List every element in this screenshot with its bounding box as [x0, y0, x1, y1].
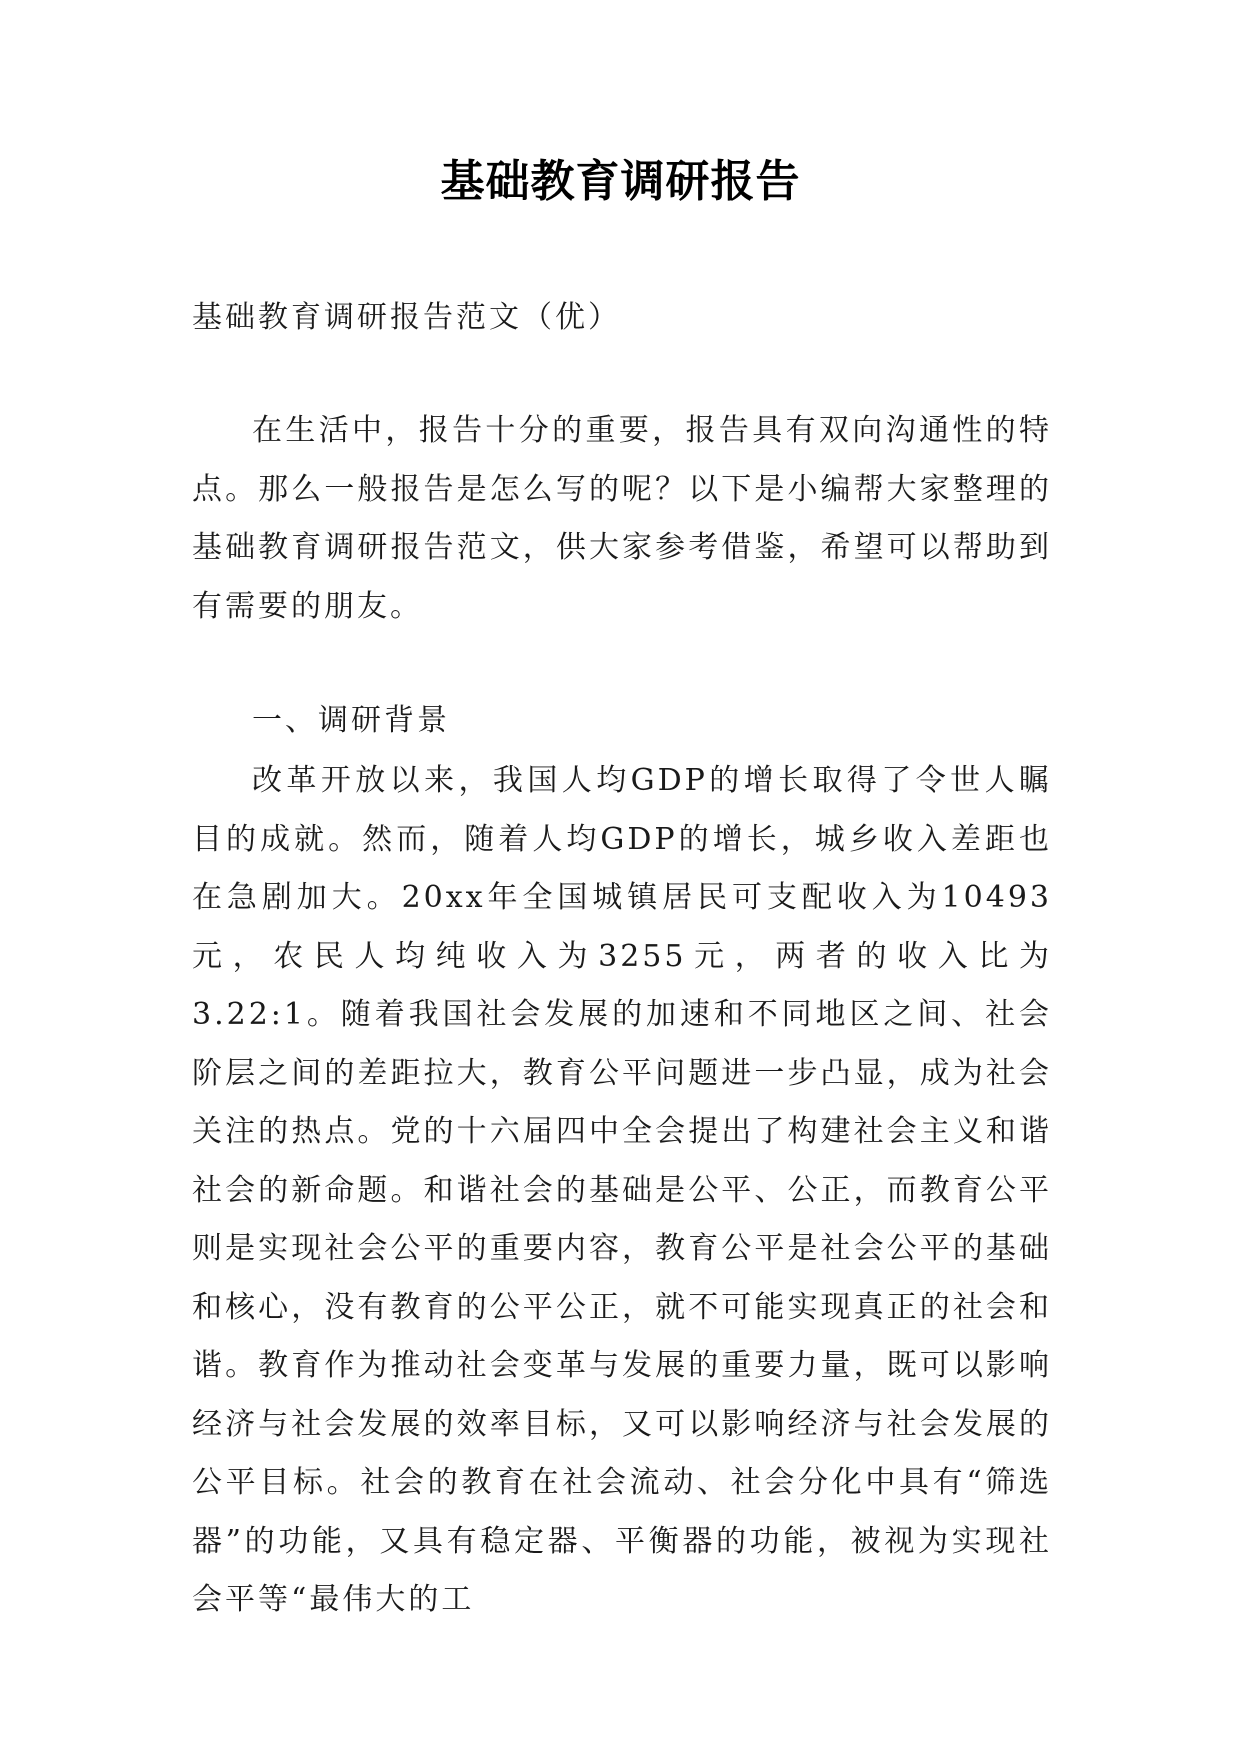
document-title: 基础教育调研报告 — [440, 156, 801, 207]
intro-paragraph: 在生活中，报告十分的重要，报告具有双向沟通性的特点。那么一般报告是怎么写的呢？以下是小编帮大家整理的基础教育调研报告范文，供大家参考借鉴，希望可以帮助到有需要的朋友。 — [192, 413, 1052, 624]
document-subtitle: 基础教育调研报告范文（优） — [192, 300, 621, 335]
section-paragraph: 改革开放以来，我国人均GDP的增长取得了令世人瞩目的成就。然而，随着人均GDP的增长，城乡收入差距也在急剧加大。20xx年全国城镇居民可支配收入为10493元，农民人均纯收入为3255元，两者的收入比为3.22:1。随着我国社会发展的加速和不同地区之间、社会阶层之间的差距拉大，教育公平问题进一步凸显，成为社会关注的热点。党的十六届四中全会提出了构建社会主义和谐社会的新命题。和谐社会的基础是公平、公正，而教育公平则是实现社会公平的重要内容，教育公平是社会公平的基础和核心，没有教育的公平公正，就不可能实现真正的社会和谐。教育作为推动社会变革与发展的重要力量，既可以影响经济与社会发展的效率目标，又可以影响经济与社会发展的公平目标。社会的教育在社会流动、社会分化中具有“筛选器”的功能，又具有稳定器、平衡器的功能，被视为实现社会平等“最伟大的工 — [192, 763, 1052, 1617]
section-heading: 一、调研背景 — [252, 703, 450, 738]
